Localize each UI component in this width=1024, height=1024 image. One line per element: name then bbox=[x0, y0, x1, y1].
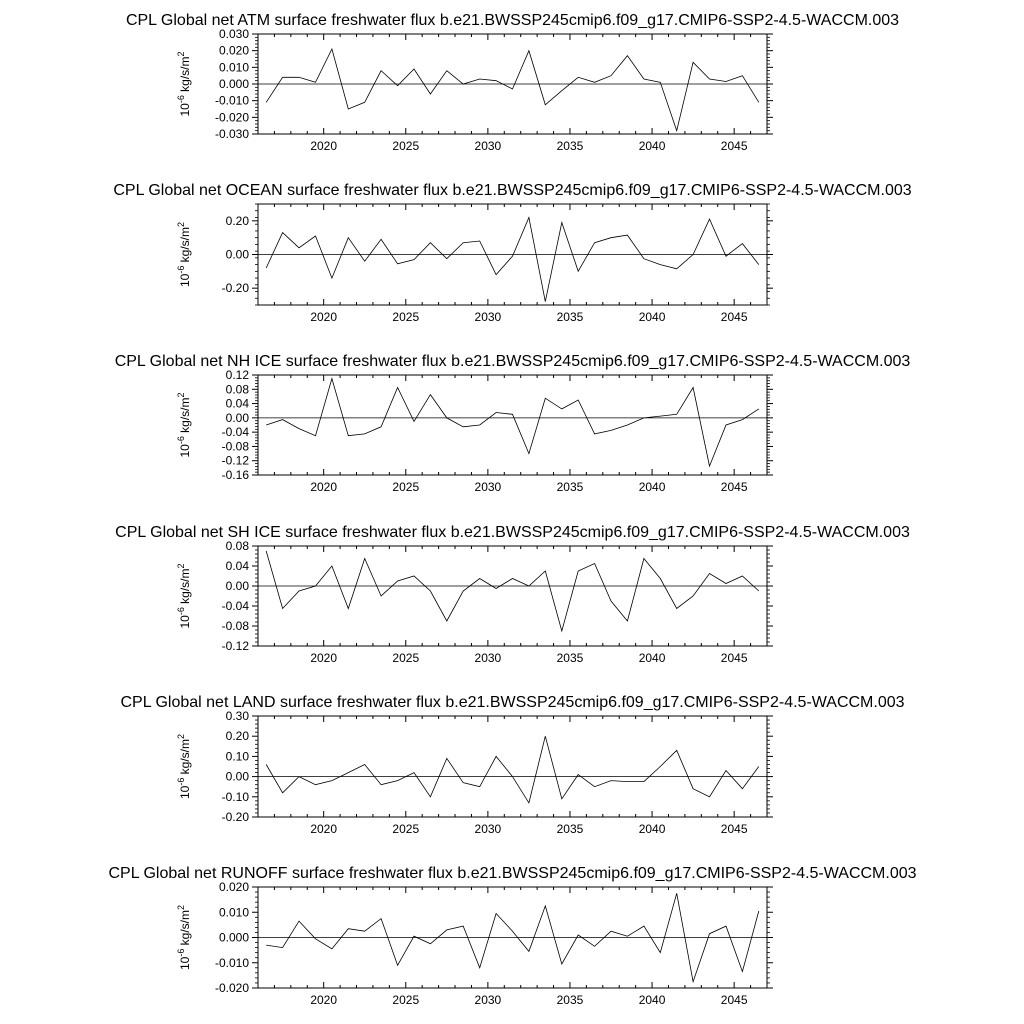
series-line bbox=[266, 736, 759, 803]
x-tick-label: 2025 bbox=[392, 139, 420, 153]
plot-frame bbox=[258, 546, 767, 646]
y-axis-label-exponent: -6 bbox=[176, 777, 186, 786]
x-tick-label: 2035 bbox=[556, 310, 584, 324]
y-axis-label-exponent: -6 bbox=[176, 265, 186, 274]
chart-title: CPL Global net RUNOFF surface freshwater flux b.e21.BWSSP245cmip6.f09_g17.CMIP6-SSP2-4.5-WACCM.003 bbox=[108, 865, 917, 882]
y-tick-label: -0.08 bbox=[221, 439, 249, 454]
y-axis-label bbox=[176, 734, 192, 799]
y-axis-label-square: 2 bbox=[176, 221, 186, 227]
x-tick-label: 2020 bbox=[310, 822, 338, 836]
chart-panel bbox=[115, 353, 911, 494]
x-tick-label: 2040 bbox=[638, 993, 666, 1007]
y-tick-label: -0.20 bbox=[221, 810, 249, 824]
x-tick-label: 2040 bbox=[638, 139, 666, 153]
x-tick-label: 2030 bbox=[474, 310, 502, 324]
y-tick-label: 0.04 bbox=[225, 396, 249, 411]
y-tick-label: 0.00 bbox=[225, 410, 249, 425]
x-tick-label: 2035 bbox=[556, 651, 584, 665]
y-tick-label: -0.12 bbox=[221, 639, 249, 653]
y-tick-label: -0.030 bbox=[214, 127, 249, 141]
y-axis-label-exponent: -6 bbox=[176, 607, 186, 616]
x-tick-label: 2020 bbox=[310, 480, 338, 494]
x-tick-label: 2045 bbox=[720, 480, 748, 494]
y-tick-label: -0.020 bbox=[214, 110, 249, 125]
plot-frame bbox=[258, 716, 767, 817]
y-axis-label-base: 10 bbox=[178, 956, 192, 971]
y-tick-label: 0.20 bbox=[225, 213, 249, 228]
x-tick-label: 2045 bbox=[720, 993, 748, 1007]
y-tick-label: 0.12 bbox=[225, 368, 249, 382]
y-tick-label: 0.00 bbox=[225, 247, 249, 262]
y-tick-label: 0.20 bbox=[225, 729, 249, 744]
y-tick-label: 0.020 bbox=[218, 43, 249, 58]
x-tick-label: 2045 bbox=[720, 139, 748, 153]
x-tick-label: 2035 bbox=[556, 822, 584, 836]
y-axis-label bbox=[176, 51, 192, 116]
x-tick-label: 2030 bbox=[474, 480, 502, 494]
x-tick-label: 2030 bbox=[474, 822, 502, 836]
y-axis-label-base: 10 bbox=[178, 785, 192, 800]
x-tick-label: 2045 bbox=[720, 651, 748, 665]
y-tick-label: 0.04 bbox=[225, 559, 249, 573]
y-tick-label: 0.10 bbox=[225, 749, 249, 764]
x-tick-label: 2025 bbox=[392, 310, 420, 324]
y-tick-label: -0.010 bbox=[214, 955, 249, 970]
series-line bbox=[266, 49, 759, 131]
y-axis-label-unit: kg/s/m bbox=[178, 226, 192, 266]
x-tick-label: 2025 bbox=[392, 822, 420, 836]
x-tick-label: 2040 bbox=[638, 822, 666, 836]
x-tick-label: 2035 bbox=[556, 139, 584, 153]
y-axis-label-exponent: -6 bbox=[176, 95, 186, 104]
y-tick-label: 0.08 bbox=[225, 382, 249, 397]
x-tick-label: 2020 bbox=[310, 310, 338, 324]
y-axis-label-square: 2 bbox=[176, 904, 186, 910]
y-axis-label-unit: kg/s/m bbox=[178, 909, 192, 949]
chart-panel bbox=[115, 524, 910, 665]
chart-panel bbox=[120, 694, 904, 836]
y-tick-label: -0.08 bbox=[221, 619, 249, 633]
chart-title: CPL Global net ATM surface freshwater flux b.e21.BWSSP245cmip6.f09_g17.CMIP6-SSP2-4.5-WACCM.003 bbox=[125, 12, 900, 29]
y-axis-label bbox=[176, 905, 192, 970]
y-tick-label: -0.20 bbox=[221, 281, 249, 296]
y-axis-label-base: 10 bbox=[178, 615, 192, 629]
y-axis-label bbox=[176, 392, 192, 457]
x-tick-label: 2045 bbox=[720, 310, 748, 324]
y-axis-label-unit: kg/s/m bbox=[178, 738, 192, 778]
y-axis-label bbox=[176, 563, 192, 628]
y-tick-label: -0.04 bbox=[221, 425, 249, 440]
y-axis-label bbox=[176, 222, 192, 287]
chart-panel bbox=[108, 865, 916, 1007]
y-axis-label-unit: kg/s/m bbox=[178, 397, 192, 437]
y-tick-label: -0.020 bbox=[214, 981, 249, 995]
y-axis-label-square: 2 bbox=[176, 733, 186, 739]
x-tick-label: 2030 bbox=[474, 651, 502, 665]
x-tick-label: 2020 bbox=[310, 993, 338, 1007]
y-axis-label-square: 2 bbox=[176, 392, 186, 398]
y-tick-label: -0.010 bbox=[214, 93, 249, 108]
y-axis-label-unit: kg/s/m bbox=[178, 56, 192, 96]
x-tick-label: 2020 bbox=[310, 139, 338, 153]
x-tick-label: 2030 bbox=[474, 139, 502, 153]
x-tick-label: 2025 bbox=[392, 651, 420, 665]
y-tick-label: -0.12 bbox=[221, 453, 249, 468]
chart-panel bbox=[113, 182, 911, 324]
y-tick-label: 0.08 bbox=[225, 539, 249, 553]
plot-frame bbox=[258, 375, 767, 475]
y-tick-label: 0.010 bbox=[218, 905, 249, 920]
y-tick-label: 0.010 bbox=[218, 60, 249, 75]
x-tick-label: 2020 bbox=[310, 651, 338, 665]
y-axis-label-square: 2 bbox=[176, 51, 186, 57]
x-tick-label: 2040 bbox=[638, 310, 666, 324]
y-axis-label-square: 2 bbox=[176, 563, 186, 569]
x-tick-label: 2025 bbox=[392, 480, 420, 494]
x-tick-label: 2040 bbox=[638, 651, 666, 665]
y-tick-label: 0.30 bbox=[225, 709, 249, 723]
x-tick-label: 2040 bbox=[638, 480, 666, 494]
series-line bbox=[266, 218, 759, 302]
x-tick-label: 2025 bbox=[392, 993, 420, 1007]
x-tick-label: 2030 bbox=[474, 993, 502, 1007]
y-tick-label: -0.10 bbox=[221, 789, 249, 804]
y-tick-label: 0.020 bbox=[218, 880, 249, 894]
y-axis-label-base: 10 bbox=[178, 273, 192, 288]
chart-title: CPL Global net OCEAN surface freshwater flux b.e21.BWSSP245cmip6.f09_g17.CMIP6-SSP2-4.5-WACCM.003 bbox=[113, 182, 912, 199]
x-tick-label: 2045 bbox=[720, 822, 748, 836]
series-line bbox=[266, 379, 759, 467]
y-tick-label: 0.000 bbox=[218, 77, 249, 91]
chart-panel bbox=[126, 12, 899, 153]
y-tick-label: -0.04 bbox=[221, 599, 249, 613]
series-line bbox=[266, 551, 759, 631]
y-tick-label: 0.000 bbox=[218, 930, 249, 945]
y-axis-label-exponent: -6 bbox=[176, 948, 186, 957]
x-tick-label: 2035 bbox=[556, 480, 584, 494]
chart-title: CPL Global net LAND surface freshwater flux b.e21.BWSSP245cmip6.f09_g17.CMIP6-SSP2-4.5-WACCM.003 bbox=[120, 694, 905, 711]
y-axis-label-base: 10 bbox=[178, 444, 192, 458]
y-tick-label: 0.00 bbox=[225, 769, 249, 784]
y-tick-label: 0.030 bbox=[218, 27, 249, 41]
y-tick-label: -0.16 bbox=[221, 468, 249, 482]
y-axis-label-base: 10 bbox=[178, 103, 192, 117]
x-tick-label: 2035 bbox=[556, 993, 584, 1007]
y-axis-label-exponent: -6 bbox=[176, 436, 186, 445]
y-axis-label-unit: kg/s/m bbox=[178, 568, 192, 608]
chart-title: CPL Global net NH ICE surface freshwater flux b.e21.BWSSP245cmip6.f09_g17.CMIP6-SSP2-4.5-WACCM.003 bbox=[114, 353, 911, 370]
chart-title: CPL Global net SH ICE surface freshwater flux b.e21.BWSSP245cmip6.f09_g17.CMIP6-SSP2-4.5-WACCM.003 bbox=[115, 524, 910, 541]
y-tick-label: 0.00 bbox=[225, 579, 249, 593]
